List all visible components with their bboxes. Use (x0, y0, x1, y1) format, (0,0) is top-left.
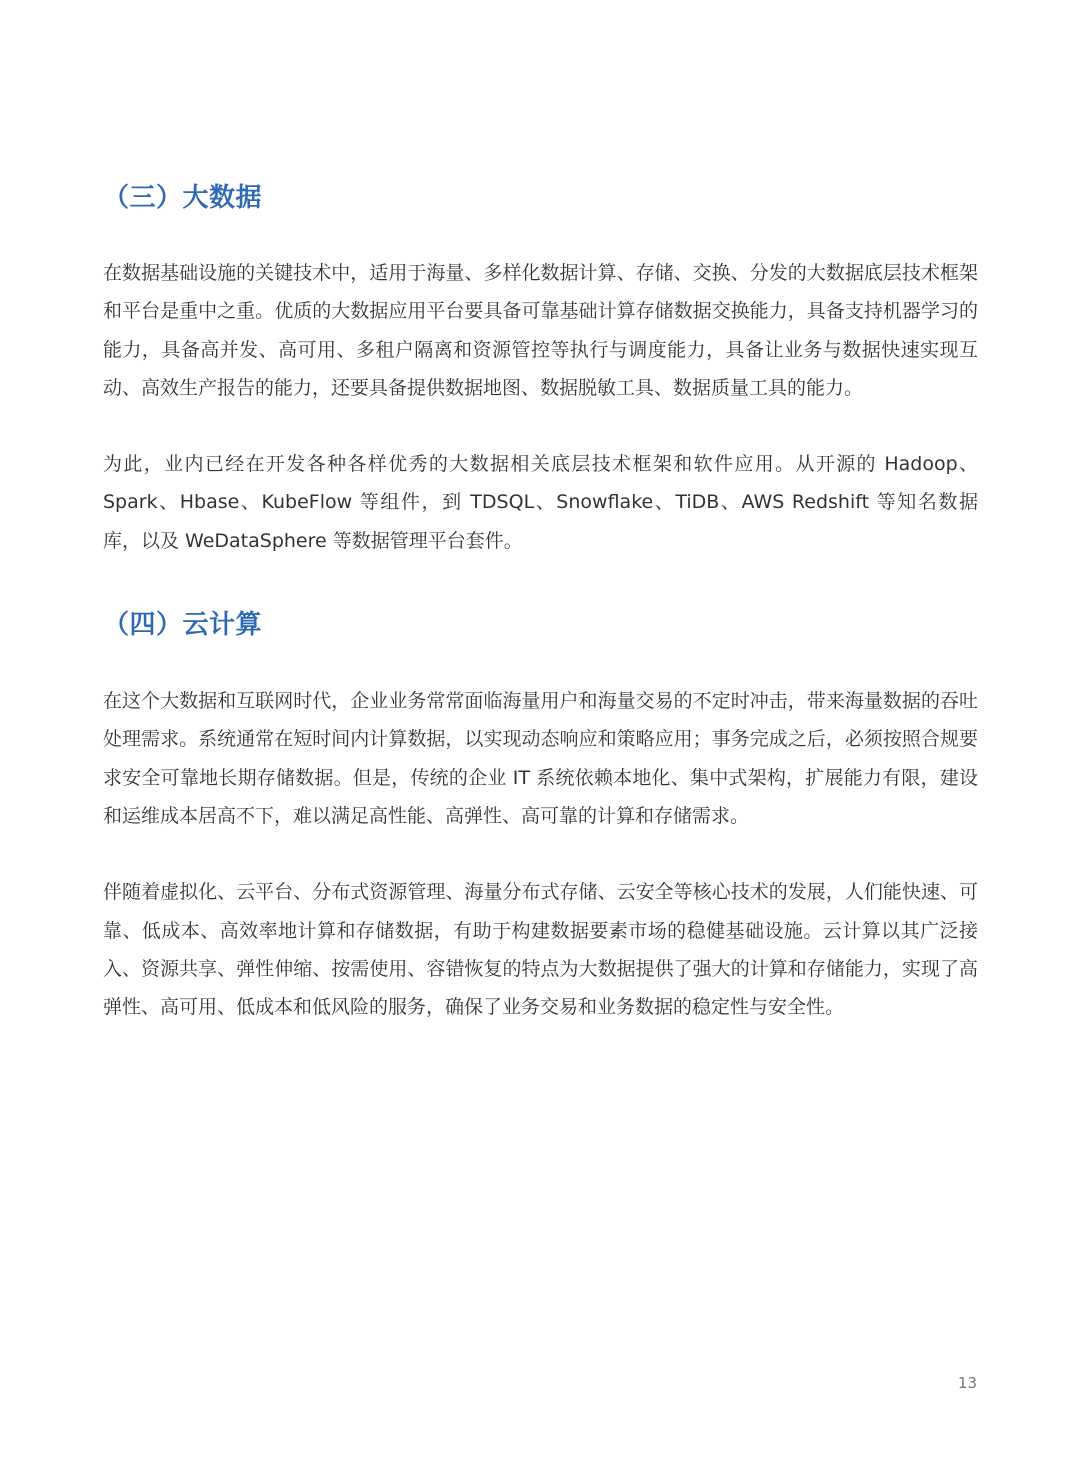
section-heading-big-data: （三）大数据 (103, 183, 263, 213)
page-content (103, 178, 978, 1026)
page-number: 13 (957, 1374, 977, 1392)
paragraph-cloud-computing-1: 在这个大数据和互联网时代，企业业务常常面临海量用户和海量交易的不定时冲击，带来海量数据的吞吐处理需求。系统通常在短时间内计算数据，以实现动态响应和策略应用；事务完成之后，必须按照合规要求安全可靠地长期存储数据。但是，传统的企业 IT 系统依赖本地化、集中式架构，扩展能力有限，建设和运维成本居高不下，难以满足高性能、高弹性、高可靠的计算和存储需求。 (103, 690, 978, 827)
paragraph-big-data-1: 在数据基础设施的关键技术中，适用于海量、多样化数据计算、存储、交换、分发的大数据底层技术框架和平台是重中之重。优质的大数据应用平台要具备可靠基础计算存储数据交换能力，具备支持机器学习的能力，具备高并发、高可用、多租户隔离和资源管控等执行与调度能力，具备让业务与数据快速实现互动、高效生产报告的能力，还要具备提供数据地图、数据脱敏工具、数据质量工具的能力。 (103, 262, 978, 399)
paragraph-big-data-2: 为此，业内已经在开发各种各样优秀的大数据相关底层技术框架和软件应用。从开源的 Hadoop、Spark、Hbase、KubeFlow 等组件，到 TDSQL、Snowflake、TiDB、AWS Redshift 等知名数据库，以及 WeDataSphere 等数据管理平台套件。 (103, 453, 978, 552)
paragraph-cloud-computing-2: 伴随着虚拟化、云平台、分布式资源管理、海量分布式存储、云安全等核心技术的发展，人们能快速、可靠、低成本、高效率地计算和存储数据，有助于构建数据要素市场的稳健基础设施。云计算以其广泛接入、资源共享、弹性伸缩、按需使用、容错恢复的特点为大数据提供了强大的计算和存储能力，实现了高弹性、高可用、低成本和低风险的服务，确保了业务交易和业务数据的稳定性与安全性。 (103, 881, 978, 1019)
section-heading-cloud-computing: （四）云计算 (103, 610, 263, 641)
